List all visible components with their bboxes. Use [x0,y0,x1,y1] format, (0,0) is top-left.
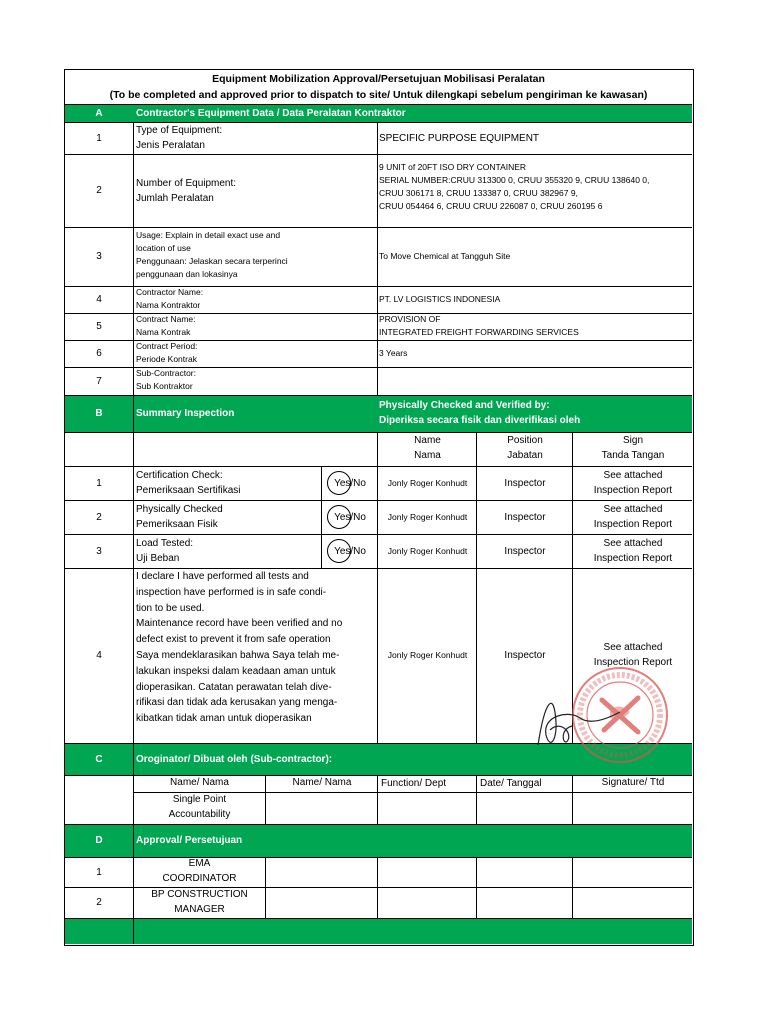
section-d-title: Approval/ Persetujuan [136,835,243,846]
ema-line-1: EMA [188,858,211,869]
row-a2-label-id: Jumlah Peralatan [136,192,214,204]
row-b2-name: Jonly Roger Konhudt [387,511,468,522]
rule [65,887,692,888]
row-a2-label [136,154,376,227]
col-position-id: Jabatan [507,450,543,461]
row-b3-label [136,536,321,566]
contract-name-value [379,313,689,339]
contract-period-value: 3 Years [379,348,408,358]
rule [65,367,692,368]
subcontractor-label-en: Sub-Contractor: [136,368,196,378]
contract-name-line-2: INTEGRATED FREIGHT FORWARDING SERVICES [379,327,579,337]
row-a1-label-id: Jenis Peralatan [136,140,205,151]
row-b4-number: 4 [96,650,102,661]
row-b2-sign-2: Inspection Report [593,519,673,530]
row-a2-number: 2 [96,185,102,196]
contractor-label-id: Nama Kontraktor [136,300,201,310]
row-a7-number: 7 [96,375,102,387]
rule [65,466,692,467]
ema-line-2: COORDINATOR [162,873,237,884]
rule [65,340,692,341]
col-name-id: Nama [414,450,441,461]
footer-bar [65,918,692,944]
serial-line-2: CRUU 306171 8, CRUU 133387 0, CRUU 382967 9, [379,188,578,198]
declaration-line: Saya mendeklarasikan bahwa Saya telah me- [136,649,340,661]
col-divider [377,122,378,395]
section-d-letter: D [95,835,103,846]
row-b4-name: Jonly Roger Konhudt [387,650,468,660]
row-b2-yesno: Yes/No [334,511,366,523]
row-b3-sign-1: See attached [603,538,663,549]
row-d1-number: 1 [96,866,102,878]
rule [65,395,692,396]
row-a1-number: 1 [96,132,102,144]
usage-label-1: Usage: Explain in detail exact use and [136,230,281,240]
row-b3-sign [573,536,693,566]
rule [65,122,692,123]
declaration-text [136,569,376,727]
declaration-line: I declare I have performed all tests and [136,571,309,582]
row-a2-label-en: Number of Equipment: [136,177,237,189]
declaration-line: rifikasi dan tidak ada kerusakan yang menga- [136,697,338,709]
col-position-en: Position [507,435,543,446]
contract-name-line-1: PROVISION OF [379,314,441,324]
contract-label-id: Nama Kontrak [136,327,191,337]
rule [65,824,692,825]
yes-circle-2 [327,505,351,529]
row-b3-yesno: Yes/No [334,545,366,557]
equipment-count: 9 UNIT of 20FT ISO DRY CONTAINER [379,162,527,172]
declaration-line: kibatkan tidak aman untuk dioperasikan [136,713,312,725]
contract-label-en: Contract Name: [136,314,196,324]
rule [65,568,692,569]
section-a-letter: A [95,108,103,119]
subcontractor-value [379,367,689,395]
rule [65,534,692,535]
load-test-en: Load Tested: [136,538,194,549]
spa-line-2: Accountability [168,809,231,820]
col-divider [265,857,266,918]
usage-label-4: penggunaan dan lokasinya [136,269,238,279]
section-b-title: Summary Inspection [136,408,235,419]
physical-check-id: Pemeriksaan Fisik [136,519,218,530]
section-c-letter: C [95,753,103,765]
col-divider [476,432,477,743]
usage-label-2: location of use [136,243,191,253]
row-a7-label [136,367,376,393]
row-b2-number: 2 [96,511,102,523]
col-name-header [378,433,477,463]
yes-circle-1 [327,471,351,495]
row-b1-label [136,468,321,498]
row-b1-position: Inspector [504,477,546,489]
section-b-letter: B [95,408,103,419]
physical-check-en: Physically Checked [136,504,223,515]
equipment-type-value: SPECIFIC PURPOSE EQUIPMENT [379,132,540,144]
row-b2-label [136,502,321,532]
row-b1-sign-2: Inspection Report [593,485,673,496]
equipment-number-value [379,161,691,213]
c-col-name-2: Name/ Nama [292,777,352,788]
col-position-header [477,433,573,463]
declaration-line: dioperasikan. Catatan perawatan telah dive- [136,681,332,693]
col-divider [377,775,378,824]
row-a6-number: 6 [96,348,102,359]
col-sign-header [573,433,693,463]
rule [65,918,692,919]
contractor-label-en: Contractor Name: [136,287,204,297]
c-col-signature: Signature/ Ttd [601,777,665,788]
serial-line-3: CRUU 054464 6, CRUU CRUU 226087 0, CRUU 260195 6 [379,201,603,211]
row-b1-number: 1 [96,477,102,489]
row-b3-number: 3 [96,545,102,557]
bp-construction-manager [133,887,266,917]
load-test-id: Uji Beban [136,553,180,564]
row-a1-label [136,123,376,153]
yes-circle-3 [327,539,351,563]
period-label-en: Contract Period: [136,341,198,351]
period-label-id: Periode Kontrak [136,354,197,364]
bp-line-2: MANAGER [174,904,225,915]
spa-line-1: Single Point [172,794,227,805]
rule [65,104,692,105]
rule [65,286,692,287]
row-b2-sign [573,502,693,532]
usage-value: To Move Chemical at Tangguh Site [379,251,511,261]
rule [65,500,692,501]
rule [65,775,692,776]
col-divider [321,466,322,568]
rule [65,313,692,314]
row-a3-label [136,229,376,281]
rule [65,857,692,858]
col-sign-en: Sign [622,435,643,446]
row-b2-sign-1: See attached [603,504,663,515]
verified-by-id: Diperiksa secara fisik dan diverifikasi oleh [379,415,581,426]
row-d2-number: 2 [96,897,102,908]
cert-check-en: Certification Check: [136,470,223,481]
row-a4-label [136,286,376,312]
row-b3-position: Inspector [504,545,546,557]
row-b1-sign-1: See attached [603,470,663,481]
section-c-title: Oroginator/ Dibuat oleh (Sub-contractor): [136,753,333,765]
usage-label-3: Penggunaan: Jelaskan secara terperinci [136,256,288,266]
row-b3-sign-2: Inspection Report [593,553,673,564]
col-divider [476,857,477,918]
row-a4-number: 4 [96,294,102,305]
row-b3-name: Jonly Roger Konhudt [387,545,468,556]
form-title: Equipment Mobilization Approval/Persetujuan Mobilisasi Peralatan [212,73,545,85]
declaration-line: inspection have performed is in safe condi- [136,586,327,598]
row-a1-label-en: Type of Equipment: [136,125,223,136]
rule [65,432,692,433]
declaration-line: lakukan inspeksi dalam keadaan aman untuk [136,665,336,677]
rule [133,792,692,793]
single-point-accountability [133,792,266,822]
verified-by-en: Physically Checked and Verified by: [379,400,550,411]
row-b2-position: Inspector [504,511,546,523]
col-divider [377,432,378,743]
col-sign-id: Tanda Tangan [601,450,665,461]
row-b1-name: Jonly Roger Konhudt [387,477,468,488]
cert-check-id: Pemeriksaan Sertifikasi [136,485,241,496]
subcontractor-label-id: Sub Kontraktor [136,381,193,391]
col-divider [377,857,378,918]
col-divider [572,857,573,918]
verified-by [379,398,689,428]
rule [65,227,692,228]
bp-line-1: BP CONSTRUCTION [151,889,248,900]
col-name-en: Name [414,435,441,446]
c-col-date: Date/ Tanggal [480,778,542,789]
row-a3-number: 3 [96,251,102,262]
company-stamp-and-signature [510,660,680,770]
row-a6-label [136,340,376,366]
c-col-function: Function/ Dept [381,778,447,789]
contractor-name-value: PT. LV LOGISTICS INDONESIA [379,294,501,304]
ema-coordinator [133,856,266,886]
row-a5-label [136,313,376,339]
declaration-line: tion to be used. [136,602,205,614]
row-b4-sign-2: Inspection Report [593,657,673,668]
c-col-name-1: Name/ Nama [170,777,229,788]
section-a-title: Contractor's Equipment Data / Data Peralatan Kontraktor [136,108,406,119]
col-divider [133,122,134,944]
row-b4-position: Inspector [504,650,546,661]
declaration-line: Maintenance record have been verified and no [136,618,343,630]
row-a5-number: 5 [96,321,102,332]
col-divider [572,775,573,824]
declaration-line: defect exist to prevent it from safe operation [136,634,331,646]
rule [65,154,692,155]
stamp-seal [573,668,667,762]
row-b1-yesno: Yes/No [334,477,366,489]
serial-line-1: SERIAL NUMBER:CRUU 313300 0, CRUU 355320 9, CRUU 138640 0, [379,175,650,185]
mobilization-form [64,69,694,946]
row-b1-sign [573,468,693,498]
col-divider [476,775,477,824]
col-divider [265,775,266,824]
form-subtitle: (To be completed and approved prior to dispatch to site/ Untuk dilengkapi sebelum pengiriman ke kawasan) [109,89,648,101]
row-b4-sign-1: See attached [603,642,663,653]
